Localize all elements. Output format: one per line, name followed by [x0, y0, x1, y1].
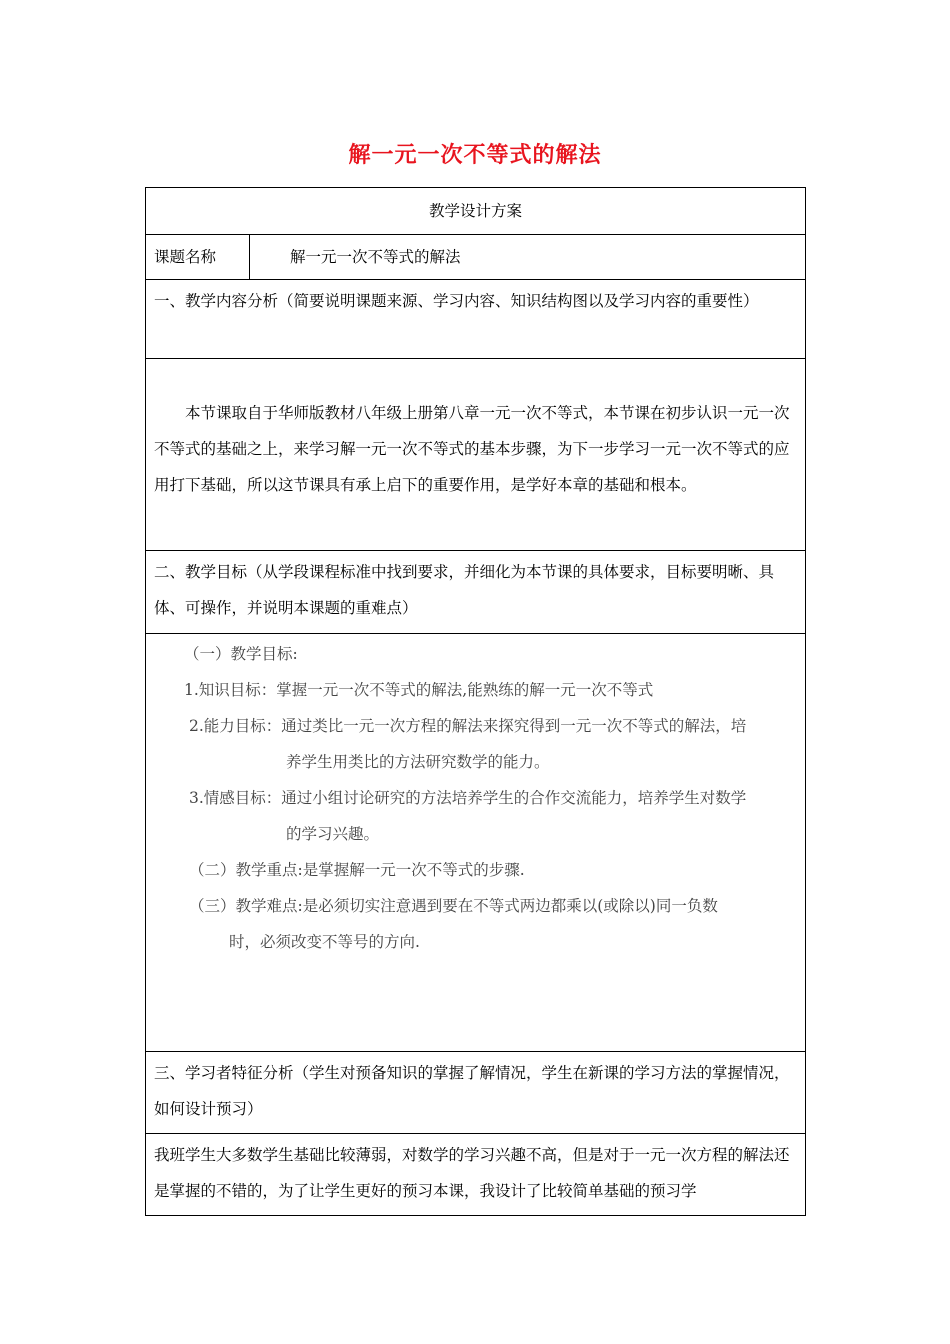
section1-body: 本节课取自于华师版教材八年级上册第八章一元一次不等式，本节课在初步认识一元一次不等式的基础之上，来学习解一元一次不等式的基本步骤，为下一步学习一元一次不等式的应用打下基础，所以这节课具有承上启下的重要作用，是学好本章的基础和根本。 — [146, 359, 806, 551]
section1-heading: 一、教学内容分析（简要说明课题来源、学习内容、知识结构图以及学习内容的重要性） — [146, 280, 806, 359]
goals-title: （一）教学目标: — [184, 645, 298, 663]
difficulty-cont: 时，必须改变不等号的方向. — [229, 933, 420, 951]
difficulty: （三）教学难点:是必须切实注意遇到要在不等式两边都乘以(或除以)同一负数 — [189, 897, 718, 915]
design-plan-table — [145, 187, 806, 1216]
document-title: 解一元一次不等式的解法 — [348, 143, 602, 168]
table-header: 教学设计方案 — [146, 188, 806, 235]
section3-heading: 三、学习者特征分析（学生对预备知识的掌握了解情况，学生在新课的学习方法的掌握情况，如何设计预习） — [146, 1052, 806, 1134]
goal-emotion-cont: 的学习兴趣。 — [286, 825, 380, 843]
section3-body: 我班学生大多数学生基础比较薄弱，对数学的学习兴趣不高，但是对于一元一次方程的解法还是掌握的不错的，为了让学生更好的预习本课，我设计了比较简单基础的预习学 — [146, 1134, 806, 1216]
goal-knowledge: 1.知识目标：掌握一元一次不等式的解法,能熟练的解一元一次不等式 — [184, 681, 654, 699]
key-point: （二）教学重点:是掌握解一元一次不等式的步骤. — [189, 861, 525, 879]
topic-label: 课题名称 — [146, 235, 250, 280]
goal-ability-cont: 养学生用类比的方法研究数学的能力。 — [286, 753, 550, 771]
goal-emotion: 3.情感目标：通过小组讨论研究的方法培养学生的合作交流能力，培养学生对数学 — [189, 789, 747, 807]
teaching-goals — [146, 634, 806, 1052]
topic-value: 解一元一次不等式的解法 — [250, 235, 806, 280]
section2-heading: 二、教学目标（从学段课程标准中找到要求，并细化为本节课的具体要求，目标要明晰、具体、可操作，并说明本课题的重难点） — [146, 551, 806, 634]
goal-ability: 2.能力目标：通过类比一元一次方程的解法来探究得到一元一次不等式的解法，培 — [189, 717, 747, 735]
